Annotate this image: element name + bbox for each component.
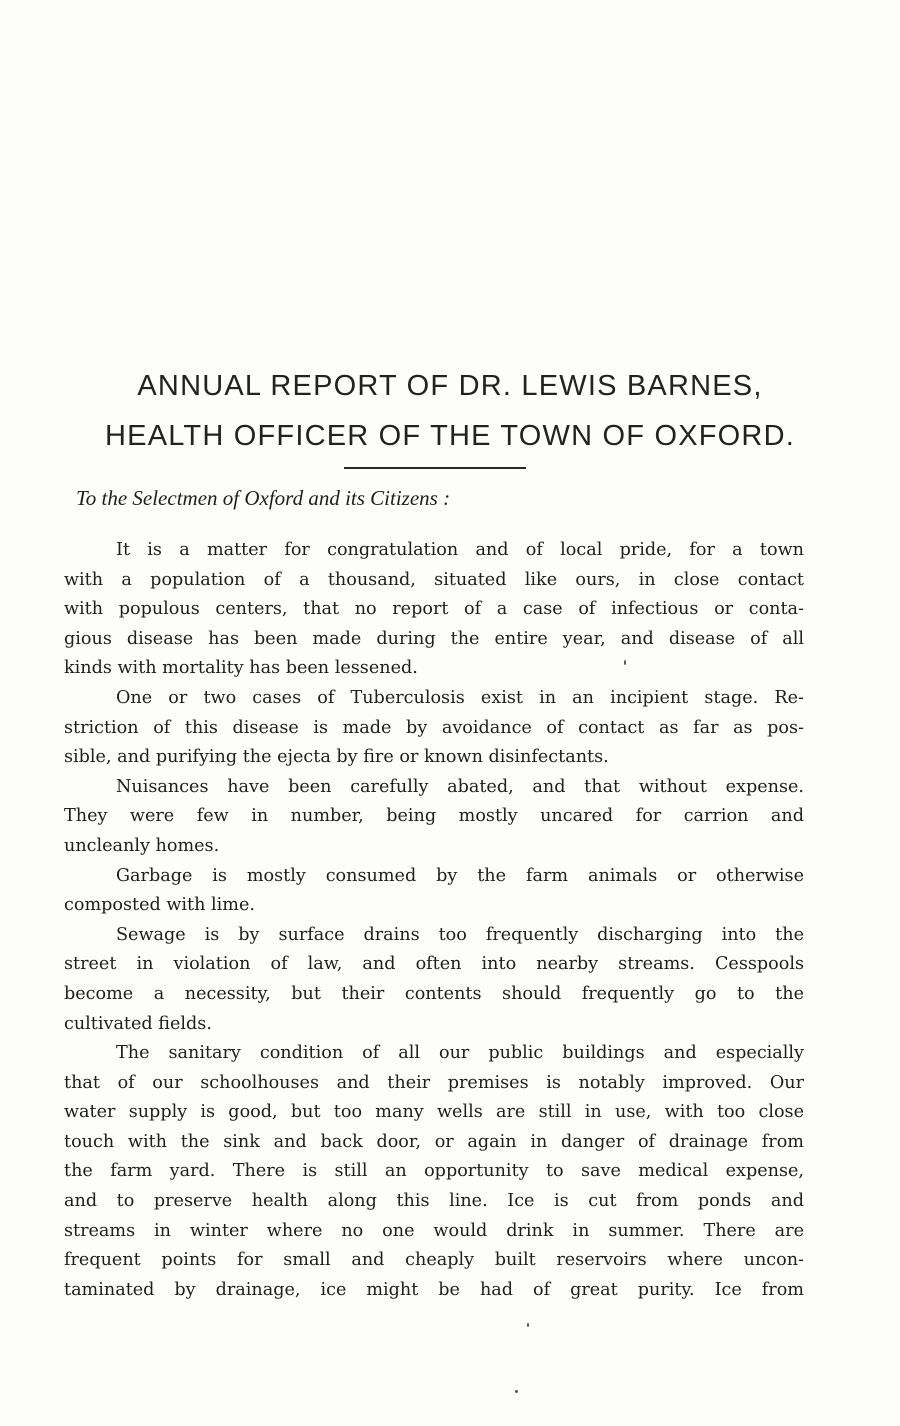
body-line: cultivated fields.: [64, 1013, 212, 1034]
body-line: striction of this disease is made by avoidance of contact as far as pos-: [64, 717, 804, 738]
body-line: It is a matter for congratulation and of local pride, for a town: [116, 540, 804, 560]
report-title-line-1: ANNUAL REPORT OF DR. LEWIS BARNES,: [137, 370, 763, 402]
body-line: gious disease has been made during the entire year, and disease of all: [64, 628, 804, 649]
body-line: Nuisances have been carefully abated, and that without expense.: [116, 776, 804, 797]
body-line: One or two cases of Tuberculosis exist in an incipient stage. Re-: [116, 687, 804, 708]
body-line: streams in winter where no one would drink in summer. There are: [64, 1220, 804, 1241]
body-line: touch with the sink and back door, or again in danger of drainage from: [64, 1131, 804, 1152]
body-line: frequent points for small and cheaply built reservoirs where uncon-: [64, 1250, 804, 1271]
body-line: kinds with mortality has been lessened.: [64, 658, 418, 679]
paper-speck: [515, 1390, 518, 1393]
body-line: sible, and purifying the ejecta by fire or known disinfectants.: [64, 747, 609, 768]
body-line: water supply is good, but too many wells are still in use, with too close: [64, 1102, 804, 1123]
body-line: taminated by drainage, ice might be had of great purity. Ice from: [64, 1279, 804, 1300]
salutation: To the Selectmen of Oxford and its Citizens :: [76, 486, 451, 510]
paper-speck: [527, 1323, 529, 1327]
body-line: uncleanly homes.: [64, 835, 220, 856]
report-body: [64, 536, 804, 1305]
body-line: with populous centers, that no report of a case of infectious or conta-: [64, 599, 804, 620]
body-line: the farm yard. There is still an opportunity to save medical expense,: [64, 1161, 804, 1182]
body-line: The sanitary condition of all our public buildings and especially: [116, 1043, 804, 1064]
paper-speck: [624, 660, 626, 665]
title-divider: [344, 467, 526, 469]
body-line: composted with lime.: [64, 895, 255, 916]
body-line: and to preserve health along this line. Ice is cut from ponds and: [64, 1191, 804, 1212]
body-line: Sewage is by surface drains too frequently discharging into the: [116, 924, 804, 945]
body-line: street in violation of law, and often into nearby streams. Cesspools: [64, 954, 804, 975]
report-title-line-2: HEALTH OFFICER OF THE TOWN OF OXFORD.: [105, 420, 795, 452]
body-line: become a necessity, but their contents should frequently go to the: [64, 983, 804, 1004]
body-line: They were few in number, being mostly uncared for carrion and: [64, 806, 804, 827]
body-line: Garbage is mostly consumed by the farm animals or otherwise: [116, 865, 804, 886]
body-line: that of our schoolhouses and their premises is notably improved. Our: [64, 1072, 804, 1093]
body-line: with a population of a thousand, situated like ours, in close contact: [64, 569, 804, 590]
